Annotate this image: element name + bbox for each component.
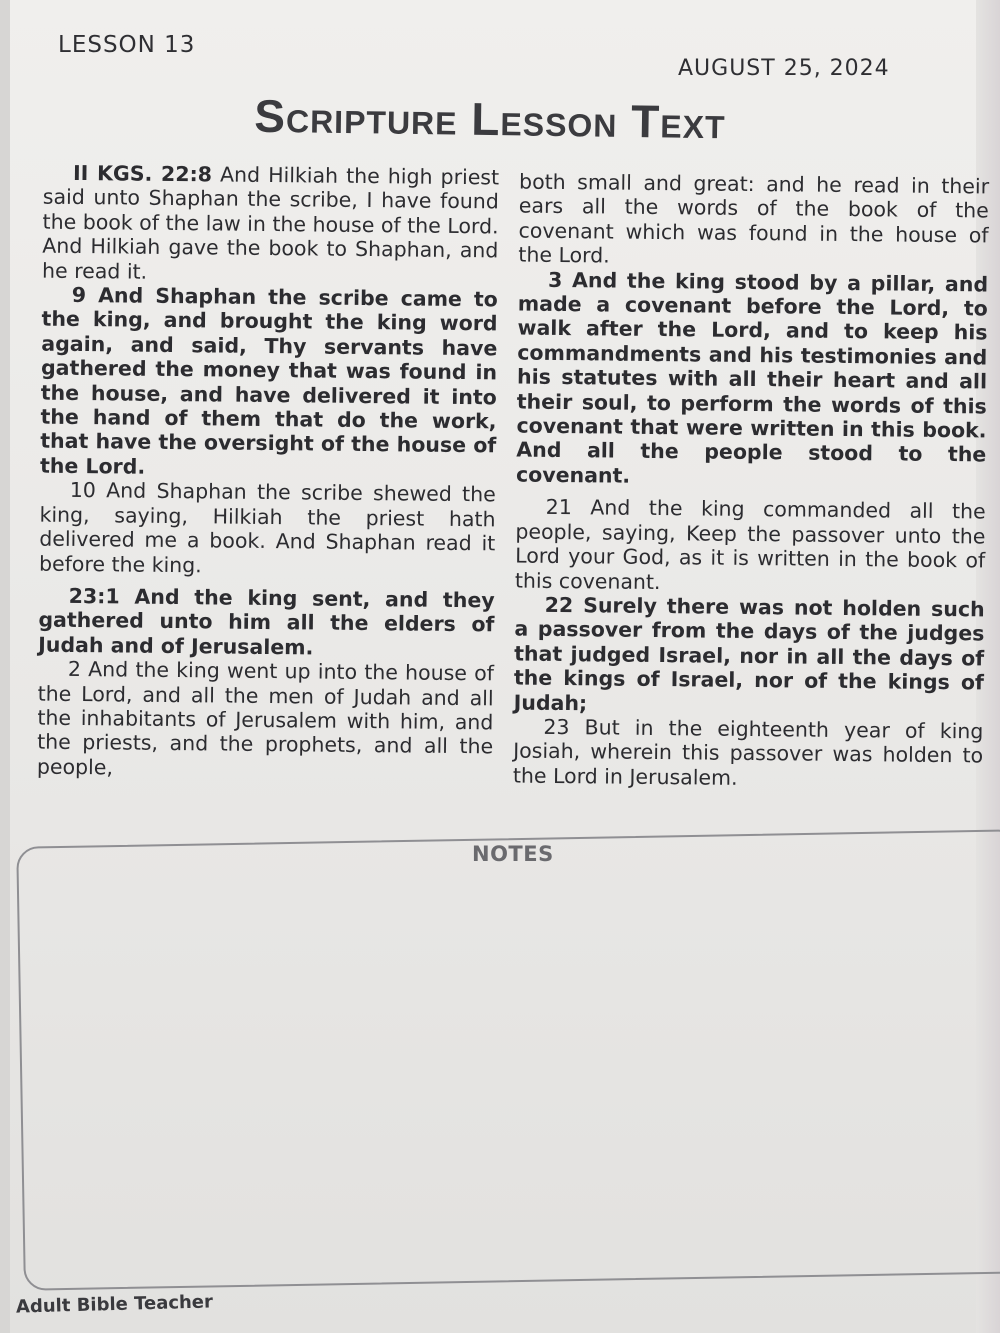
page-title: Scripture Lesson Text — [254, 89, 726, 149]
verse-22-8 — [42, 161, 499, 288]
publication-footer: Adult Bible Teacher — [15, 1291, 214, 1318]
verse-23-23: 23 But in the eighteenth year of king Josiah, wherein this passover was holden to the Lord in Jerusalem. — [512, 714, 984, 790]
verse-22-10: 10 And Shaphan the scribe shewed the king, saying, Hilkiah the priest hath delivered me a book. And Shaphan read it before the king. — [38, 478, 496, 577]
verse-23-22: 22 Surely there was not holden such a passover from the days of the judges that judged Israel, nor in all the days of the kings of Israel, nor of the kings of Judah; — [513, 592, 985, 715]
right-column — [513, 170, 989, 793]
verse-23-3: 3 And the king stood by a pillar, and made a covenant before the Lord, to walk after the Lord, and to keep his commandments and his testimonies and his statutes with all their heart and all their soul, to perform the words of this covenant that were written in this book. And all the people stood to the covenant. — [515, 267, 989, 488]
verse-23-1: 23:1 And the king sent, and they gathered unto him all the elders of Judah and of Jerusalem. — [38, 583, 495, 660]
notes-label: NOTES — [472, 842, 554, 866]
verse-23-21: 21 And the king commanded all the people, saying, Keep the passover unto the Lord your God, as it is written in the book of this covenant. — [514, 495, 986, 594]
verse-23-2-continued: both small and great: and he read in their ears all the words of the book of the covenant which was found in the house of the Lord. — [518, 169, 990, 268]
scripture-reference: II KGS. 22:8 — [72, 160, 213, 187]
notes-box[interactable] — [16, 829, 1000, 1290]
lesson-date: AUGUST 25, 2024 — [678, 56, 890, 81]
verse-22-9: 9 And Shaphan the scribe came to the king, and brought the king word again, and said, Thy servants have gathered the money that was found in the house, and have delivered it into the hand of them that do the work, that have the oversight of the house of the Lord. — [39, 282, 498, 479]
verse-23-2: 2 And the king went up into the house of the Lord, and all the men of Judah and all the inhabitants of Jerusalem with him, and the priests, and the prophets, and all the people, — [36, 657, 495, 780]
left-column — [37, 161, 499, 784]
lesson-number: LESSON 13 — [58, 32, 196, 58]
verse-text: And Hilkiah the high priest said unto Shaphan the scribe, I have found the book of the law in the house of the Lord. And Hilkiah gave the book to Shaphan, and he read it. — [41, 162, 500, 284]
page-left-edge — [0, 0, 10, 1333]
